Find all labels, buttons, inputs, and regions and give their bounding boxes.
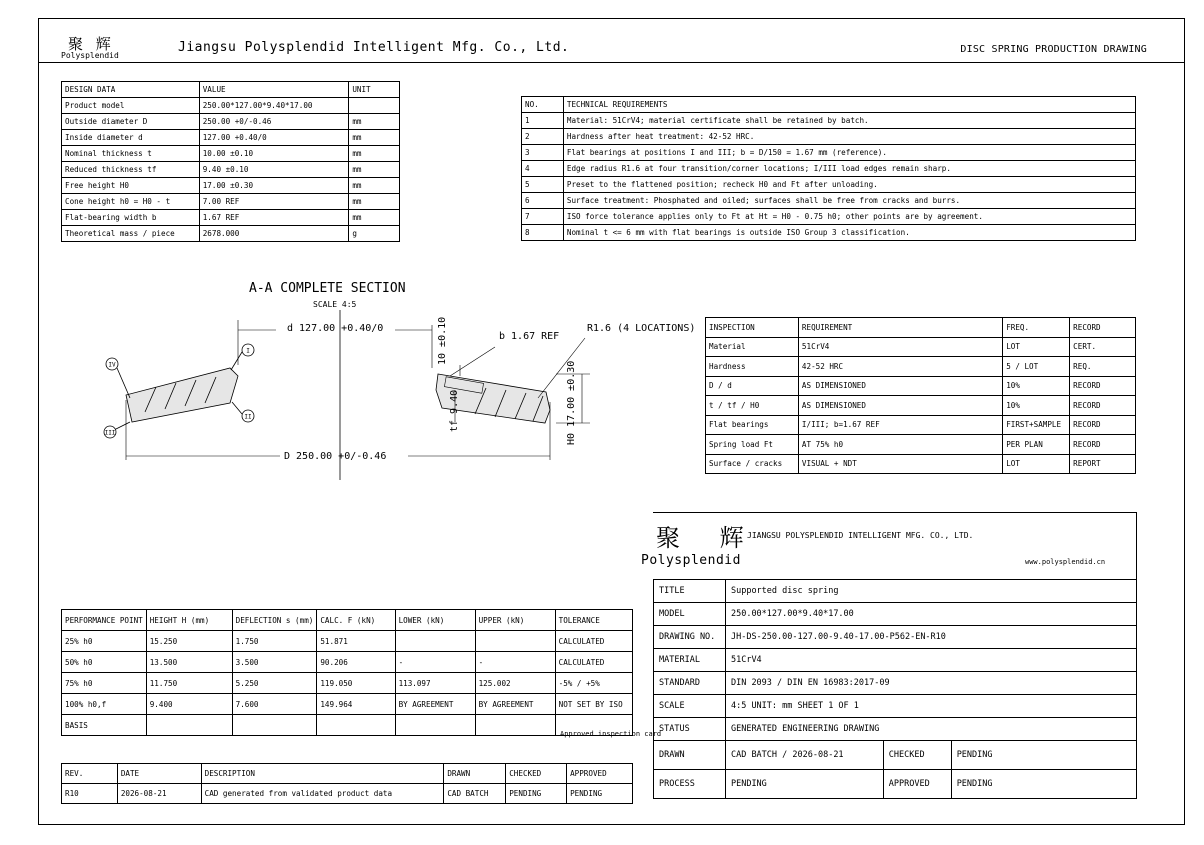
header-cell: DRAWN	[444, 764, 506, 784]
table-row	[706, 337, 1136, 357]
cell: 2678.000	[199, 226, 349, 242]
header-cell: TOLERANCE	[555, 610, 632, 631]
table-header-row	[706, 318, 1136, 338]
cell: Surface treatment: Phosphated and oiled; surfaces shall be free from cracks and burrs.	[563, 193, 1135, 209]
leader-line	[538, 338, 585, 398]
dim-flat-bearing-width: b 1.67 REF	[499, 331, 560, 342]
table-row	[522, 113, 1136, 129]
cell: Flat bearings at positions I and III; b = D/150 = 1.67 mm (reference).	[563, 145, 1135, 161]
table-row	[62, 130, 400, 146]
cell: 13.500	[146, 652, 232, 673]
table-row	[654, 603, 1137, 626]
dim-thickness: 10 ±0.10	[437, 316, 448, 365]
cell: Flat bearings	[706, 415, 799, 435]
cell: g	[349, 226, 400, 242]
cell: DIN 2093 / DIN EN 16983:2017-09	[725, 672, 1136, 695]
header-cell: DEFLECTION s (mm)	[232, 610, 317, 631]
cell: FIRST+SAMPLE	[1003, 415, 1070, 435]
header-cell: DESIGN DATA	[62, 82, 200, 98]
cell: 1	[522, 113, 564, 129]
cell: 127.00 +0.40/0	[199, 130, 349, 146]
basis-note: Approved inspection card	[560, 730, 662, 738]
cell: PROCESS	[654, 770, 726, 799]
cell: Preset to the flattened position; recheck H0 and Ft after unloading.	[563, 177, 1135, 193]
leader-line	[450, 347, 495, 376]
cell: 9.40 ±0.10	[199, 162, 349, 178]
cell: Nominal t <= 6 mm with flat bearings is outside ISO Group 3 classification.	[563, 225, 1135, 241]
cell: Material: 51CrV4; material certificate shall be retained by batch.	[563, 113, 1135, 129]
cell: 90.206	[317, 652, 395, 673]
cell	[395, 631, 475, 652]
table-row	[654, 695, 1137, 718]
cell: 11.750	[146, 673, 232, 694]
cell: Cone height h0 = H0 - t	[62, 194, 200, 210]
cell: SCALE	[654, 695, 726, 718]
cell: 1.67 REF	[199, 210, 349, 226]
cell: BY AGREEMENT	[395, 694, 475, 715]
table-row	[522, 209, 1136, 225]
cell: AS DIMENSIONED	[798, 396, 1002, 416]
cell: 125.002	[475, 673, 555, 694]
table-row	[62, 652, 633, 673]
leader-line	[117, 368, 130, 398]
table-row	[62, 210, 400, 226]
cell: 4	[522, 161, 564, 177]
cell: STANDARD	[654, 672, 726, 695]
cell: RECORD	[1070, 415, 1136, 435]
table-row	[522, 129, 1136, 145]
table-row	[654, 718, 1137, 741]
header-cell: CHECKED	[506, 764, 567, 784]
cell	[475, 631, 555, 652]
cell: DRAWING NO.	[654, 626, 726, 649]
company-name: Jiangsu Polysplendid Intelligent Mfg. Co., Ltd.	[178, 40, 570, 55]
cell: 1.750	[232, 631, 317, 652]
table-row	[654, 649, 1137, 672]
cell: Hardness	[706, 357, 799, 377]
cell: Reduced thickness tf	[62, 162, 200, 178]
cell: MATERIAL	[654, 649, 726, 672]
design-data-table	[61, 81, 400, 242]
cell: VISUAL + NDT	[798, 454, 1002, 474]
cell: PER PLAN	[1003, 435, 1070, 455]
cell: 3	[522, 145, 564, 161]
cell: 7	[522, 209, 564, 225]
table-row	[62, 226, 400, 242]
cell: 51CrV4	[725, 649, 1136, 672]
marker-label: III	[104, 429, 116, 437]
cell	[395, 715, 475, 736]
table-row	[522, 161, 1136, 177]
table-row	[62, 715, 633, 736]
header-cell: CALC. F (kN)	[317, 610, 395, 631]
cell: R10	[62, 784, 118, 804]
cell: Inside diameter d	[62, 130, 200, 146]
cell: CAD BATCH	[444, 784, 506, 804]
cell: 51.871	[317, 631, 395, 652]
cell: DRAWN	[654, 741, 726, 770]
title-block-url: www.polysplendid.cn	[1025, 558, 1106, 566]
cell: 5	[522, 177, 564, 193]
table-row	[522, 225, 1136, 241]
cell: AS DIMENSIONED	[798, 376, 1002, 396]
cell: mm	[349, 178, 400, 194]
cell: -5% / +5%	[555, 673, 632, 694]
cell	[317, 715, 395, 736]
table-row	[62, 194, 400, 210]
cell: mm	[349, 114, 400, 130]
marker-label: I	[246, 347, 250, 355]
cell: 17.00 ±0.30	[199, 178, 349, 194]
header-cell: HEIGHT H (mm)	[146, 610, 232, 631]
cell: BY AGREEMENT	[475, 694, 555, 715]
cell: 25% h0	[62, 631, 147, 652]
cell: BASIS	[62, 715, 147, 736]
table-row	[62, 631, 633, 652]
table-row	[62, 694, 633, 715]
header-cell: LOWER (kN)	[395, 610, 475, 631]
table-row	[706, 415, 1136, 435]
cell: RECORD	[1070, 396, 1136, 416]
cell: Hardness after heat treatment: 42-52 HRC.	[563, 129, 1135, 145]
table-row	[62, 162, 400, 178]
cell: -	[395, 652, 475, 673]
table-row	[62, 114, 400, 130]
cell: Outside diameter D	[62, 114, 200, 130]
table-row	[522, 177, 1136, 193]
cell: mm	[349, 162, 400, 178]
cell: 2026-08-21	[117, 784, 201, 804]
table-row	[62, 178, 400, 194]
cell: PENDING	[951, 770, 1136, 799]
dim-inside-diameter: d 127.00 +0.40/0	[287, 323, 384, 334]
cell	[232, 715, 317, 736]
cell: 10%	[1003, 376, 1070, 396]
cell: CHECKED	[883, 741, 951, 770]
header-cell: APPROVED	[567, 764, 633, 784]
cell: LOT	[1003, 454, 1070, 474]
table-row	[654, 580, 1137, 603]
cell: Supported disc spring	[725, 580, 1136, 603]
cell: 50% h0	[62, 652, 147, 673]
cell: -	[475, 652, 555, 673]
marker-label: IV	[108, 361, 116, 369]
header-cell: REQUIREMENT	[798, 318, 1002, 338]
cell: t / tf / H0	[706, 396, 799, 416]
section-scale: SCALE 4:5	[313, 300, 357, 309]
cell: CALCULATED	[555, 652, 632, 673]
cell: PENDING	[506, 784, 567, 804]
cell: Nominal thickness t	[62, 146, 200, 162]
technical-requirements-table	[521, 96, 1136, 241]
cell: CERT.	[1070, 337, 1136, 357]
cell: ISO force tolerance applies only to Ft at Ht = H0 - 0.75 h0; other points are by agreement.	[563, 209, 1135, 225]
cell: mm	[349, 146, 400, 162]
table-row	[62, 784, 633, 804]
cell: RECORD	[1070, 376, 1136, 396]
title-block-company: JIANGSU POLYSPLENDID INTELLIGENT MFG. CO., LTD.	[747, 531, 974, 540]
cell: 51CrV4	[798, 337, 1002, 357]
cell: D / d	[706, 376, 799, 396]
cell	[146, 715, 232, 736]
table-row	[522, 145, 1136, 161]
cell	[475, 715, 555, 736]
cell: AT 75% h0	[798, 435, 1002, 455]
cell: 250.00*127.00*9.40*17.00	[199, 98, 349, 114]
logo-chinese: 聚 辉	[68, 35, 115, 53]
cell: 250.00 +0/-0.46	[199, 114, 349, 130]
header-cell: RECORD	[1070, 318, 1136, 338]
cell: 4:5 UNIT: mm SHEET 1 OF 1	[725, 695, 1136, 718]
title-block-logo-chinese: 聚 辉	[656, 524, 760, 552]
table-header-row	[62, 610, 633, 631]
dim-reduced-thickness: tf 9.40	[449, 389, 460, 432]
cell: 10.00 ±0.10	[199, 146, 349, 162]
leader-line	[231, 352, 242, 370]
table-row	[654, 626, 1137, 649]
revision-table	[61, 763, 633, 804]
logo-english: Polysplendid	[61, 51, 119, 60]
cell: 113.097	[395, 673, 475, 694]
cell: PENDING	[951, 741, 1136, 770]
cell: I/III; b=1.67 REF	[798, 415, 1002, 435]
cell: Material	[706, 337, 799, 357]
title-block-logo-english: Polysplendid	[641, 553, 741, 568]
cell: 10%	[1003, 396, 1070, 416]
cell: MODEL	[654, 603, 726, 626]
cell: 149.964	[317, 694, 395, 715]
cell: mm	[349, 194, 400, 210]
cell: RECORD	[1070, 435, 1136, 455]
dim-outside-diameter: D 250.00 +0/-0.46	[284, 451, 387, 462]
header-cell: FREQ.	[1003, 318, 1070, 338]
table-row	[654, 770, 1137, 799]
cell: Product model	[62, 98, 200, 114]
table-header-row	[62, 764, 633, 784]
header-cell: UNIT	[349, 82, 400, 98]
header-cell: TECHNICAL REQUIREMENTS	[563, 97, 1135, 113]
header-cell: NO.	[522, 97, 564, 113]
cell	[349, 98, 400, 114]
leader-line	[114, 422, 130, 430]
cell: 250.00*127.00*9.40*17.00	[725, 603, 1136, 626]
table-row	[62, 146, 400, 162]
cell: NOT SET BY ISO	[555, 694, 632, 715]
cell: PENDING	[567, 784, 633, 804]
cell: Free height H0	[62, 178, 200, 194]
marker-label: II	[244, 413, 252, 421]
cell: REPORT	[1070, 454, 1136, 474]
cell: LOT	[1003, 337, 1070, 357]
cell: 100% h0,f	[62, 694, 147, 715]
inspection-table	[705, 317, 1136, 474]
cell: 119.050	[317, 673, 395, 694]
cell: 5.250	[232, 673, 317, 694]
cell: CAD generated from validated product data	[201, 784, 444, 804]
cell: GENERATED ENGINEERING DRAWING	[725, 718, 1136, 741]
document-title: DISC SPRING PRODUCTION DRAWING	[960, 44, 1147, 55]
header-cell: DATE	[117, 764, 201, 784]
leader-line	[232, 402, 242, 414]
table-header-row	[522, 97, 1136, 113]
cell: 5 / LOT	[1003, 357, 1070, 377]
header-cell: DESCRIPTION	[201, 764, 444, 784]
table-row	[654, 672, 1137, 695]
cell: 7.00 REF	[199, 194, 349, 210]
cell: Flat-bearing width b	[62, 210, 200, 226]
header-cell: PERFORMANCE POINT	[62, 610, 147, 631]
cell: APPROVED	[883, 770, 951, 799]
cell: 75% h0	[62, 673, 147, 694]
table-row	[654, 741, 1137, 770]
header-cell: UPPER (kN)	[475, 610, 555, 631]
cell: 9.400	[146, 694, 232, 715]
header-cell: INSPECTION	[706, 318, 799, 338]
table-row	[62, 673, 633, 694]
cell: Theoretical mass / piece	[62, 226, 200, 242]
table-row	[522, 193, 1136, 209]
cell: PENDING	[725, 770, 883, 799]
cell: 2	[522, 129, 564, 145]
title-block-table	[653, 579, 1137, 799]
table-row	[706, 454, 1136, 474]
table-row	[62, 98, 400, 114]
section-title: A-A COMPLETE SECTION	[249, 281, 406, 296]
cell: 15.250	[146, 631, 232, 652]
table-row	[706, 435, 1136, 455]
spring-section-left	[126, 368, 238, 422]
cell: JH-DS-250.00-127.00-9.40-17.00-P562-EN-R10	[725, 626, 1136, 649]
header-divider	[38, 62, 1185, 63]
performance-table	[61, 609, 633, 736]
cell: 42-52 HRC	[798, 357, 1002, 377]
cell: Spring load Ft	[706, 435, 799, 455]
cell: TITLE	[654, 580, 726, 603]
cell: STATUS	[654, 718, 726, 741]
table-header-row	[62, 82, 400, 98]
table-row	[706, 357, 1136, 377]
table-row	[706, 396, 1136, 416]
header-cell: VALUE	[199, 82, 349, 98]
cell: Surface / cracks	[706, 454, 799, 474]
cell: 7.600	[232, 694, 317, 715]
cell: 3.500	[232, 652, 317, 673]
cell: CALCULATED	[555, 631, 632, 652]
dim-edge-radius: R1.6 (4 LOCATIONS)	[587, 323, 696, 334]
cell: REQ.	[1070, 357, 1136, 377]
cell: 8	[522, 225, 564, 241]
cell: CAD BATCH / 2026-08-21	[725, 741, 883, 770]
cell: mm	[349, 210, 400, 226]
dim-free-height: H0 17.00 ±0.30	[566, 360, 577, 445]
cell: Edge radius R1.6 at four transition/corner locations; I/III load edges remain sharp.	[563, 161, 1135, 177]
table-row	[706, 376, 1136, 396]
header-cell: REV.	[62, 764, 118, 784]
cell: 6	[522, 193, 564, 209]
cell: mm	[349, 130, 400, 146]
